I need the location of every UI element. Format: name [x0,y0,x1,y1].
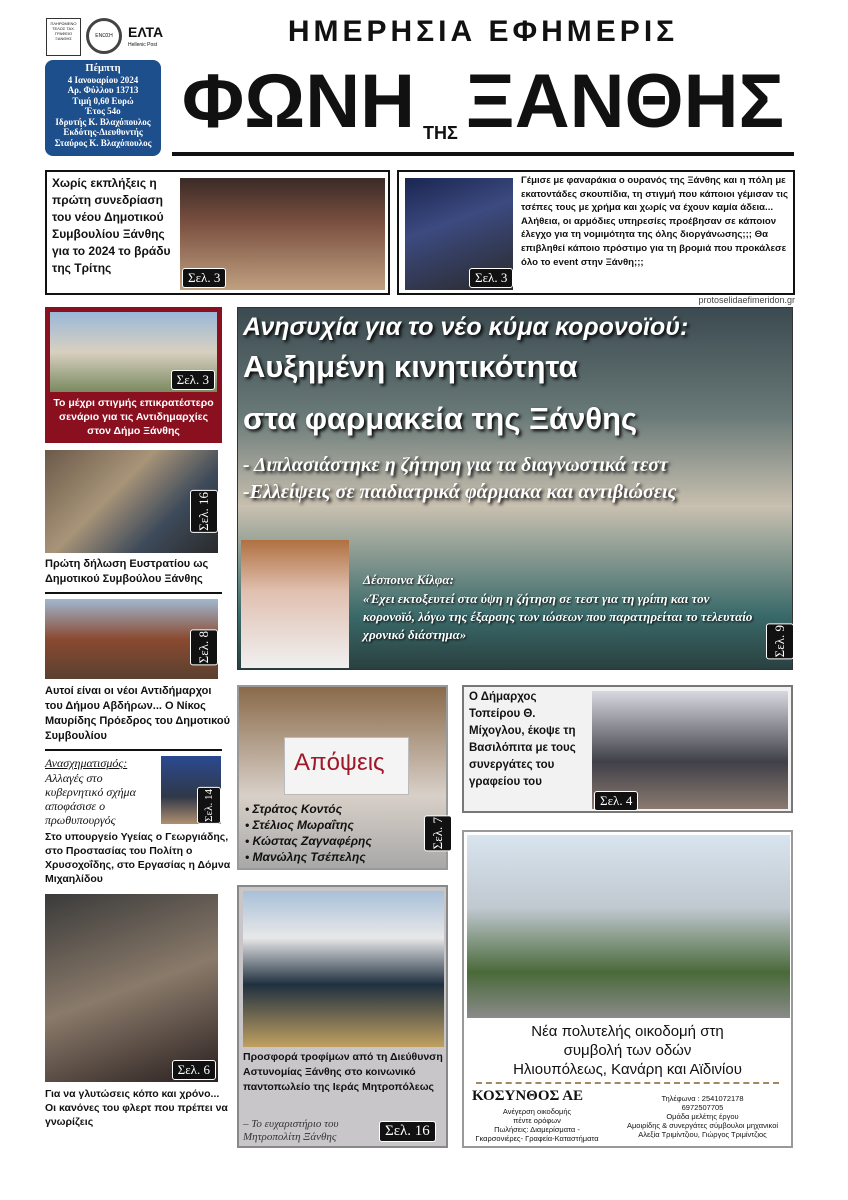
opinions-title: Απόψεις [294,749,385,776]
author: • Στράτος Κοντός [245,802,342,816]
page-ref: Σελ. 6 [172,1060,216,1080]
police-story [237,885,448,1148]
author: • Κώστας Ζαγναφέρης [245,834,372,848]
page-ref: Σελ. 16 [190,490,218,533]
police-italic: – Το ευχαριστήριο του Μητροπολίτη Ξάνθης [243,1118,339,1143]
red-story-text: Το μέχρι στιγμής επικρατέστερο σενάριο για τις Αντιδημαρχίες στον Δήμο Ξάνθης [53,397,214,437]
elta-sub: Hellenic Post [128,42,158,48]
ad-line: πέντε ορόφων [513,1116,561,1125]
ad-phone: 6972507705 [681,1103,724,1112]
divider [45,749,222,751]
ad-headline-1: Νέα πολυτελής οικοδομή στη [531,1023,724,1040]
mayor-text: Ο Δήμαρχος Τοπείρου Θ. Μίχογλου, έκοψε τη Βασιλόπιτα με τους συνεργάτες του γραφείου του [469,691,576,788]
ad-right-info [614,1094,791,1139]
ad-headline-3: Ηλιουπόλεως, Κανάρη και Αϊδινίου [513,1061,742,1078]
building-render [467,835,790,1018]
opinions-box [237,685,448,870]
page-ref: Σελ. 3 [171,370,215,390]
ad-company: ΚΟΣΥΝΘΟΣ ΑΕ [472,1088,584,1104]
ad-phone: Τηλέφωνα : 2541072178 [661,1094,744,1103]
year: Έτος 54ο [85,106,121,116]
masthead-title-small: ΤΗΣ [423,123,458,143]
ad-headline-2: συμβολή των οδών [563,1042,692,1059]
date: 4 Ιανουαρίου 2024 [67,74,139,85]
postage-box: ΠΛΗΡΩΜΕΝΟ ΤΕΛΟΣ ΤΑΧ. ΓΡΑΦΕΙΟ ΞΑΝΘΗΣ [46,18,81,56]
avdira-photo [45,599,218,679]
flirt-caption: Για να γλυτώσεις κόπο και χρόνο... Οι κανόνες του φλερτ που πρέπει να γνωρίζεις [45,1088,228,1128]
left-column [45,307,231,1129]
page-ref: Σελ. 4 [594,791,638,811]
ad-line: Γκαρσονιέρες- Γραφεία-Καταστήματα [475,1134,599,1143]
seal-icon: ΕΝΩΣΗ [86,18,122,54]
lead-title-1: Αυξημένη κινητικότητα [243,349,578,384]
police-photo [243,891,444,1047]
masthead-title [172,54,794,146]
elta-logo: ΕΛΤΑ [128,24,164,40]
eustratiou-caption: Πρώτη δήλωση Ευστρατίου ως Δημοτικού Συμβούλου Ξάνθης [45,558,209,585]
story-lanterns-text: Γέμισε με φαναράκια ο ουρανός της Ξάνθης και η πόλη με εκατοντάδες σκουπίδια, τη στιγμή που κάποιοι γέμισαν τις τσέπες τους με χρήμα και χωρίς να έχουν καμία άδεια... Αλήθεια, οι αρμόδιες υπηρεσίες προέβησαν σε κάποιον έλεγχο για τη νομιμότητα της όλης διοργάνωσης;;; Θα επιβληθεί κάποιο πρόστιμο για τη βρομιά που προκάλεσε όλο το event στην Ξάνθη;;; [521,175,788,268]
town-hall-photo [50,312,217,392]
divider [45,592,222,594]
page-ref: Σελ. 9 [766,623,794,659]
reshuffle-italic: Αλλαγές στο κυβερνητικό σχήμα αποφάσισε ο πρωθυπουργός [45,771,136,827]
lead-sub-1: - Διπλασιάστηκε η ζήτηση για τα διαγνωστικά τεστ [243,454,668,476]
ad-line: Ομάδα μελέτης έργου [666,1112,739,1121]
real-estate-ad [462,830,793,1148]
ad-line: Πωλήσεις: Διαμερίσματα - [494,1125,580,1134]
ad-divider [476,1082,779,1084]
day: Πέμπτη [85,63,121,74]
eustratiou-photo [45,450,218,553]
lead-title-2: στα φαρμακεία της Ξάνθης [243,401,638,436]
page-ref: Σελ. 8 [190,629,218,665]
quote-text: «Έχει εκτοξευτεί στα ύψη η ζήτηση σε τεστ για τη γρίπη και τον κορονοϊό, λόγω της έξαρσης των ιώσεων που παρατηρείται το τελευταίο χρονικό διάστημα» [363,591,753,642]
story-council-text: Χωρίς εκπλήξεις η πρώτη συνεδρίαση του νέου Δημοτικού Συμβουλίου Ξάνθης για το 2024 το βράδυ της Τρίτης [52,176,171,275]
watermark: protoselidaefimeridon.gr [698,295,795,305]
pm-photo [161,756,221,824]
police-text: Προσφορά τροφίμων από τη Διεύθυνση Αστυνομίας Ξάνθης στο κοινωνικό παντοπωλείο της Ιεράς Μητροπόλεως [243,1051,443,1093]
masthead-rule [172,152,794,156]
flirt-photo [45,894,218,1082]
reshuffle-block [45,756,231,827]
publisher: Σταύρος Κ. Βλαχόπουλος [54,137,152,148]
price: Τιμή 0,60 Ευρώ [72,95,134,106]
lead-sub-2: -Ελλείψεις σε παιδιατρικά φάρμακα και αντιβιώσεις [243,481,677,503]
lead-kicker: Ανησυχία για το νέο κύμα κορονοϊού: [243,313,689,341]
opinions-list [245,801,420,865]
masthead-title-right: ΞΑΝΘΗΣ [465,59,785,144]
story-council [45,170,390,295]
issue-info-box [45,60,161,156]
issue-number: Αρ. Φύλλου 13713 [67,85,139,95]
author: • Μανώλης Τσέπελης [245,850,366,864]
story-lanterns [397,170,795,295]
page-ref: Σελ. 16 [379,1121,436,1142]
quote-name: Δέσποινα Κίλφα: [363,572,454,587]
ad-line: Ανέγερση οικοδομής [502,1107,572,1116]
page-ref: Σελ. 3 [469,268,513,288]
page-ref: Σελ. 3 [182,268,226,288]
ad-left-info [464,1107,610,1143]
reshuffle-label: Ανασχηματισμός: [45,756,128,770]
avdira-caption: Αυτοί είναι οι νέοι Αντιδήμαρχοι του Δήμου Αβδήρων... Ο Νίκος Μαυρίδης Πρόεδρος του Δημοτικού Συμβουλίου [45,685,231,742]
publisher-label: Εκδότης-Διευθυντής [63,127,143,137]
ad-line: Αλεξία Τριμίντζιου, Γιώργος Τριμίντζιος [638,1130,767,1139]
masthead-title-left: ΦΩΝΗ [181,59,415,144]
page-ref: Σελ. 7 [424,815,452,851]
founder: Ιδρυτής Κ. Βλαχόπουλος [55,116,151,127]
ad-line: Αμοιρίδης & συνεργάτες σύμβουλοι μηχανικοί [626,1121,779,1130]
author: • Στέλιος Μωραΐτης [245,818,354,832]
page-ref: Σελ. 14 [197,787,221,824]
pharmacist-photo [241,540,349,668]
masthead-subtitle: ΗΜΕΡΗΣΙΑ ΕΦΗΜΕΡΙΣ [287,15,679,48]
ad-headline [464,1022,791,1079]
lead-story [237,307,793,670]
mayor-story [462,685,793,813]
reshuffle-text: Στο υπουργείο Υγείας ο Γεωργιάδης, στο Προστασίας του Πολίτη ο Χρυσοχοΐδης, στο Εργασίας η Δόμνα Μιχαηλίδου [45,831,231,885]
red-story [45,307,222,443]
